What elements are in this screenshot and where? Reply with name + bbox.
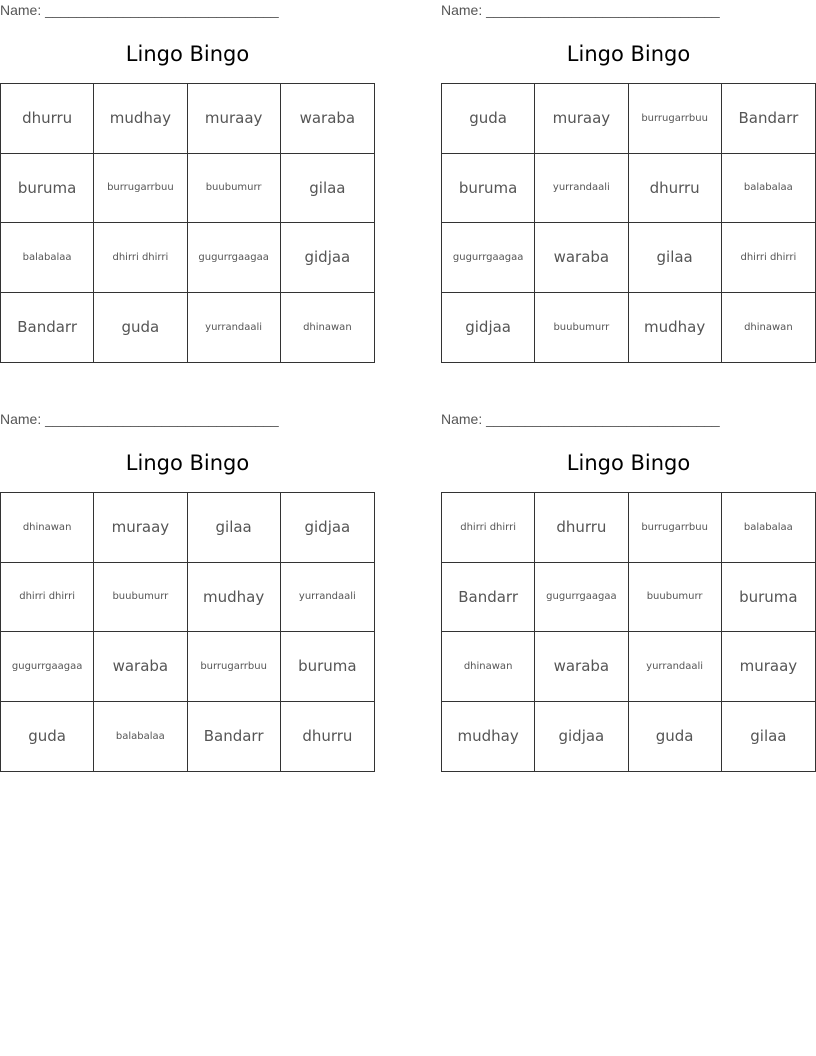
bingo-cell: dhurru bbox=[302, 727, 353, 746]
bingo-cell: dhurru bbox=[1, 84, 94, 154]
bingo-cell: dhinawan bbox=[442, 632, 535, 702]
bingo-cell: mudhay bbox=[629, 293, 722, 363]
bingo-cell: gugurrgaagaa bbox=[442, 223, 535, 293]
card-title: Lingo Bingo bbox=[566, 42, 691, 66]
bingo-grid bbox=[0, 492, 375, 772]
bingo-cell: yurrandaali bbox=[188, 293, 281, 363]
bingo-cell: gugurrgaagaa bbox=[188, 223, 281, 293]
bingo-cell: buubumurr bbox=[94, 563, 187, 633]
bingo-cell: dhirri dhirri bbox=[442, 493, 535, 563]
bingo-cell: buruma bbox=[442, 154, 535, 224]
bingo-cell: muraay bbox=[188, 84, 281, 154]
bingo-cell: gugurrgaagaa bbox=[1, 632, 94, 702]
bingo-cell: Bandarr bbox=[722, 84, 815, 154]
bingo-cell: dhinawan bbox=[1, 493, 94, 563]
bingo-cell: guda bbox=[1, 702, 94, 772]
name-field-label: Name: ______________________________ bbox=[441, 411, 720, 427]
bingo-cell: mudhay bbox=[188, 563, 281, 633]
bingo-cell: dhinawan bbox=[744, 321, 793, 333]
bingo-grid bbox=[441, 492, 816, 772]
bingo-cell: buubumurr bbox=[629, 563, 722, 633]
bingo-cell: dhurru bbox=[535, 493, 628, 563]
bingo-cell: buruma bbox=[281, 632, 374, 702]
bingo-cell: yurrandaali bbox=[629, 632, 722, 702]
bingo-cell: yurrandaali bbox=[281, 563, 374, 633]
card-title: Lingo Bingo bbox=[125, 451, 250, 475]
bingo-cell: mudhay bbox=[442, 702, 535, 772]
bingo-cell: balabalaa bbox=[1, 223, 94, 293]
bingo-cell: gilaa bbox=[188, 493, 281, 563]
bingo-cell: Bandarr bbox=[188, 702, 281, 772]
card-title: Lingo Bingo bbox=[125, 42, 250, 66]
bingo-cell: gidjaa bbox=[281, 223, 374, 293]
bingo-cell: yurrandaali bbox=[535, 154, 628, 224]
bingo-cell: balabalaa bbox=[722, 154, 815, 224]
bingo-cell: balabalaa bbox=[722, 493, 815, 563]
bingo-card bbox=[0, 409, 375, 773]
bingo-cell: buruma bbox=[722, 563, 815, 633]
bingo-cell: burrugarrbuu bbox=[94, 154, 187, 224]
bingo-cell: waraba bbox=[94, 632, 187, 702]
bingo-cell: dhinawan bbox=[303, 321, 352, 333]
bingo-cell: gidjaa bbox=[535, 702, 628, 772]
bingo-cell: guda bbox=[442, 84, 535, 154]
bingo-card bbox=[0, 0, 375, 364]
bingo-cell: dhirri dhirri bbox=[722, 223, 815, 293]
bingo-cell: Bandarr bbox=[1, 293, 94, 363]
bingo-cell: mudhay bbox=[94, 84, 187, 154]
bingo-cell: balabalaa bbox=[94, 702, 187, 772]
name-field-label: Name: ______________________________ bbox=[0, 411, 279, 427]
card-title: Lingo Bingo bbox=[566, 451, 691, 475]
bingo-grid bbox=[0, 83, 375, 363]
bingo-cell: dhurru bbox=[629, 154, 722, 224]
name-field-label: Name: ______________________________ bbox=[0, 2, 279, 18]
name-field-label: Name: ______________________________ bbox=[441, 2, 720, 18]
bingo-cell: burrugarrbuu bbox=[629, 493, 722, 563]
bingo-cell: waraba bbox=[535, 632, 628, 702]
bingo-cell: gidjaa bbox=[442, 293, 535, 363]
bingo-cell: Bandarr bbox=[442, 563, 535, 633]
bingo-cell: buubumurr bbox=[535, 293, 628, 363]
bingo-cell: buruma bbox=[1, 154, 94, 224]
bingo-cell: burrugarrbuu bbox=[188, 632, 281, 702]
bingo-card bbox=[441, 0, 816, 364]
bingo-cell: muraay bbox=[535, 84, 628, 154]
bingo-cell: gilaa bbox=[281, 154, 374, 224]
bingo-cell: muraay bbox=[722, 632, 815, 702]
bingo-cell: gilaa bbox=[750, 727, 787, 746]
bingo-cell: buubumurr bbox=[188, 154, 281, 224]
bingo-cell: dhirri dhirri bbox=[94, 223, 187, 293]
bingo-cell: muraay bbox=[94, 493, 187, 563]
bingo-cell: gilaa bbox=[629, 223, 722, 293]
bingo-grid bbox=[441, 83, 816, 363]
bingo-cell: guda bbox=[629, 702, 722, 772]
bingo-cell: dhirri dhirri bbox=[1, 563, 94, 633]
bingo-cell: guda bbox=[94, 293, 187, 363]
bingo-cell: waraba bbox=[535, 223, 628, 293]
bingo-cell: gidjaa bbox=[281, 493, 374, 563]
bingo-cell: waraba bbox=[281, 84, 374, 154]
bingo-cell: burrugarrbuu bbox=[629, 84, 722, 154]
bingo-cell: gugurrgaagaa bbox=[535, 563, 628, 633]
bingo-card bbox=[441, 409, 816, 773]
